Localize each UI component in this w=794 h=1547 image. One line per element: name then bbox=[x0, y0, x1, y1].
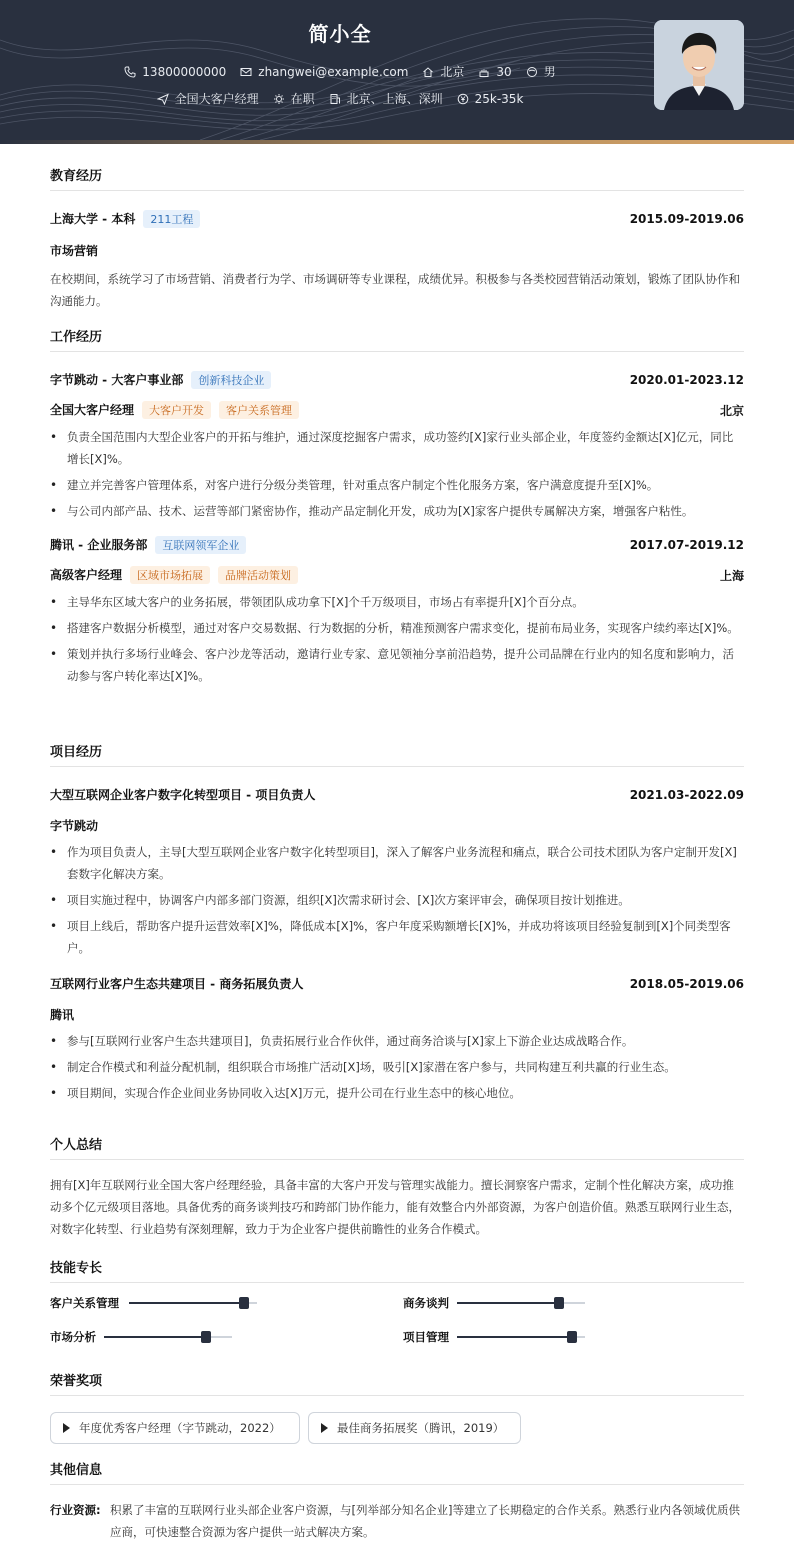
company-name: 腾讯 - 企业服务部 bbox=[50, 538, 148, 552]
list-item: • 搭建客户数据分析模型，通过对客户交易数据、行为数据的分析，精准预测客户需求变化，提前布局业务，实现客户续约率达[X]%。 bbox=[50, 617, 744, 639]
work-section bbox=[50, 326, 744, 691]
list-item: • 作为项目负责人，主导[大型互联网企业客户数字化转型项目]，深入了解客户业务流程和痛点，联合公司技术团队为客户定制开发[X]套数字化解决方案。 bbox=[50, 841, 744, 885]
skill-level-bar bbox=[104, 1336, 232, 1338]
other-label: 行业资源: bbox=[50, 1503, 101, 1517]
home-icon bbox=[422, 66, 434, 78]
summary-section bbox=[50, 1134, 744, 1240]
project-item bbox=[50, 975, 744, 1104]
phone-text: 13800000000 bbox=[142, 64, 227, 79]
skill-name: 客户关系管理 bbox=[50, 1296, 119, 1310]
role-tag: 区域市场拓展 bbox=[130, 566, 210, 584]
other-text: 积累了丰富的互联网行业头部企业客户资源，与[列举部分知名企业]等建立了长期稳定的合作关系。熟悉行业内各领域优质供应商，可快速整合资源为客户提供一站式解决方案。 bbox=[110, 1503, 740, 1539]
education-desc: 在校期间，系统学习了市场营销、消费者行为学、市场调研等专业课程，成绩优异。积极参与各类校园营销活动策划，锻炼了团队协作和沟通能力。 bbox=[50, 272, 740, 308]
job-header-row bbox=[50, 371, 744, 389]
list-item: • 建立并完善客户管理体系，对客户进行分级分类管理，针对重点客户制定个性化服务方案，客户满意度提升至[X]%。 bbox=[50, 474, 744, 496]
role-name: 高级客户经理 bbox=[50, 568, 123, 582]
project-header-row bbox=[50, 786, 744, 803]
job-city: 上海 bbox=[719, 568, 744, 583]
skill-level-fill bbox=[457, 1302, 559, 1304]
award-text: 年度优秀客户经理（字节跳动，2022） bbox=[79, 1421, 281, 1435]
cities-text: 北京、上海、深圳 bbox=[346, 92, 443, 106]
gender-text: 男 bbox=[543, 65, 556, 79]
skill-level-knob bbox=[239, 1297, 249, 1309]
company-tag: 互联网领军企业 bbox=[155, 536, 246, 554]
skill-level-knob bbox=[567, 1331, 577, 1343]
project-company: 腾讯 bbox=[50, 1008, 75, 1022]
job-city: 北京 bbox=[719, 403, 744, 418]
candidate-name: 简小全 bbox=[308, 22, 372, 46]
section-title: 技能专长 bbox=[50, 1257, 744, 1283]
project-header-row bbox=[50, 975, 744, 992]
position-text: 全国大客户经理 bbox=[174, 92, 259, 106]
skill-level-knob bbox=[554, 1297, 564, 1309]
status-text: 在职 bbox=[290, 92, 315, 106]
play-triangle-icon bbox=[63, 1423, 70, 1433]
mail-icon bbox=[240, 66, 252, 78]
projects-section bbox=[50, 741, 744, 1108]
cake-icon bbox=[478, 66, 490, 78]
project-name: 大型互联网企业客户数字化转型项目 - 项目负责人 bbox=[50, 788, 316, 802]
skill-item bbox=[50, 1295, 257, 1311]
skill-level-bar bbox=[457, 1302, 585, 1304]
profile-photo bbox=[654, 20, 744, 110]
section-title: 工作经历 bbox=[50, 326, 744, 352]
education-section bbox=[50, 165, 744, 312]
project-date: 2018.05-2019.06 bbox=[629, 976, 744, 991]
job-bullets bbox=[50, 591, 744, 687]
role-line bbox=[50, 566, 298, 584]
resume-header bbox=[0, 0, 794, 140]
list-item: • 项目期间，实现合作企业间业务协同收入达[X]万元，提升公司在行业生态中的核心地位。 bbox=[50, 1082, 744, 1104]
phone-icon bbox=[124, 66, 136, 78]
skill-level-fill bbox=[104, 1336, 206, 1338]
awards-list bbox=[50, 1412, 744, 1444]
role-line bbox=[50, 401, 299, 419]
avatar-illustration bbox=[654, 20, 744, 110]
email-item bbox=[240, 63, 408, 80]
job-role-row bbox=[50, 401, 744, 419]
list-item: • 制定合作模式和利益分配机制，组织联合市场推广活动[X]场，吸引[X]家潜在客户参与，共同构建互利共赢的行业生态。 bbox=[50, 1056, 744, 1078]
role-tag: 客户关系管理 bbox=[219, 401, 299, 419]
email-text: zhangwei@example.com bbox=[258, 64, 409, 79]
cities-item bbox=[329, 90, 443, 107]
list-item: • 项目上线后，帮助客户提升运营效率[X]%，降低成本[X]%，客户年度采购额增长[X]%，并成功将该项目经验复制到[X]个同类型客户。 bbox=[50, 915, 744, 959]
other-row bbox=[50, 1499, 744, 1543]
status-item bbox=[273, 90, 315, 107]
company-tag: 创新科技企业 bbox=[191, 371, 271, 389]
contact-row bbox=[0, 63, 680, 80]
skill-name: 项目管理 bbox=[403, 1330, 449, 1344]
salary-text: 25k-35k bbox=[474, 91, 524, 106]
other-section bbox=[50, 1459, 744, 1543]
age-item bbox=[478, 63, 511, 80]
role-tag: 品牌活动策划 bbox=[218, 566, 298, 584]
age-text: 30 bbox=[496, 64, 512, 79]
role-tag: 大客户开发 bbox=[142, 401, 211, 419]
skill-name: 商务谈判 bbox=[403, 1296, 449, 1310]
project-date: 2021.03-2022.09 bbox=[629, 787, 744, 802]
skill-name: 市场分析 bbox=[50, 1330, 96, 1344]
award-item[interactable] bbox=[308, 1412, 521, 1444]
salary-icon bbox=[457, 93, 469, 105]
position-item bbox=[157, 90, 259, 107]
header-accent-bar bbox=[0, 140, 794, 144]
school-name: 上海大学 - 本科 bbox=[50, 212, 136, 226]
skill-level-fill bbox=[129, 1302, 244, 1304]
skill-item bbox=[403, 1329, 585, 1345]
section-title: 其他信息 bbox=[50, 1459, 744, 1485]
skills-section bbox=[50, 1257, 744, 1357]
skill-level-bar bbox=[457, 1336, 585, 1338]
gender-item bbox=[526, 63, 556, 80]
section-title: 项目经历 bbox=[50, 741, 744, 767]
list-item: • 主导华东区域大客户的业务拓展，带领团队成功拿下[X]个千万级项目，市场占有率提升[X]个百分点。 bbox=[50, 591, 744, 613]
project-name: 互联网行业客户生态共建项目 - 商务拓展负责人 bbox=[50, 977, 304, 991]
job-item bbox=[50, 536, 744, 687]
project-bullets bbox=[50, 1030, 744, 1104]
award-item[interactable] bbox=[50, 1412, 300, 1444]
section-title: 荣誉奖项 bbox=[50, 1370, 744, 1396]
award-text: 最佳商务拓展奖（腾讯，2019） bbox=[337, 1421, 505, 1435]
awards-section bbox=[50, 1370, 744, 1444]
company-line bbox=[50, 536, 246, 554]
salary-item bbox=[457, 90, 524, 107]
major: 市场营销 bbox=[50, 244, 99, 258]
project-bullets bbox=[50, 841, 744, 959]
phone-item bbox=[124, 63, 226, 80]
list-item: • 与公司内部产品、技术、运营等部门紧密协作，推动产品定制化开发，成功为[X]家客户提供专属解决方案，增强客户粘性。 bbox=[50, 500, 744, 522]
job-bullets bbox=[50, 426, 744, 522]
school-line bbox=[50, 210, 200, 228]
role-name: 全国大客户经理 bbox=[50, 403, 135, 417]
education-header-row bbox=[50, 210, 744, 228]
list-item: • 参与[互联网行业客户生态共建项目]，负责拓展行业合作伙伴，通过商务洽谈与[X]家上下游企业达成战略合作。 bbox=[50, 1030, 744, 1052]
intention-row bbox=[0, 90, 680, 107]
section-title: 个人总结 bbox=[50, 1134, 744, 1160]
summary-text: 拥有[X]年互联网行业全国大客户经理经验，具备丰富的大客户开发与管理实战能力。擅长洞察客户需求，定制个性化解决方案，成功推动多个亿元级项目落地。具备优秀的商务谈判技巧和跨部门协作能力，能有效整合内外部资源，为客户创造价值。熟悉互联网行业生态，对数字化转型、行业趋势有深刻理解，致力于为企业客户提供前瞻性的业务合作模式。 bbox=[50, 1178, 740, 1236]
school-tag: 211工程 bbox=[143, 210, 200, 228]
list-item: • 负责全国范围内大型企业客户的开拓与维护，通过深度挖掘客户需求，成功签约[X]家行业头部企业，年度签约金额达[X]亿元，同比增长[X]%。 bbox=[50, 426, 744, 470]
list-item: • 策划并执行多场行业峰会、客户沙龙等活动，邀请行业专家、意见领袖分享前沿趋势，提升公司品牌在行业内的知名度和影响力，活动参与客户转化率达[X]%。 bbox=[50, 643, 744, 687]
city-text: 北京 bbox=[440, 65, 465, 79]
gender-icon bbox=[526, 66, 538, 78]
play-triangle-icon bbox=[321, 1423, 328, 1433]
skill-level-knob bbox=[201, 1331, 211, 1343]
skill-level-fill bbox=[457, 1336, 572, 1338]
job-date: 2020.01-2023.12 bbox=[629, 373, 744, 387]
skill-level-bar bbox=[129, 1302, 257, 1304]
company-line bbox=[50, 371, 271, 389]
send-icon bbox=[157, 93, 169, 105]
status-icon bbox=[273, 93, 285, 105]
project-item bbox=[50, 786, 744, 959]
building-icon bbox=[329, 93, 341, 105]
list-item: • 项目实施过程中，协调客户内部多部门资源，组织[X]次需求研讨会、[X]次方案评审会，确保项目按计划推进。 bbox=[50, 889, 744, 911]
job-role-row bbox=[50, 566, 744, 584]
company-name: 字节跳动 - 大客户事业部 bbox=[50, 373, 184, 387]
project-company: 字节跳动 bbox=[50, 819, 99, 833]
education-date: 2015.09-2019.06 bbox=[629, 212, 744, 226]
job-item bbox=[50, 371, 744, 522]
skill-item bbox=[403, 1295, 585, 1311]
city-item bbox=[422, 63, 464, 80]
job-header-row bbox=[50, 536, 744, 554]
job-date: 2017.07-2019.12 bbox=[629, 538, 744, 552]
skill-item bbox=[50, 1329, 232, 1345]
section-title: 教育经历 bbox=[50, 165, 744, 191]
